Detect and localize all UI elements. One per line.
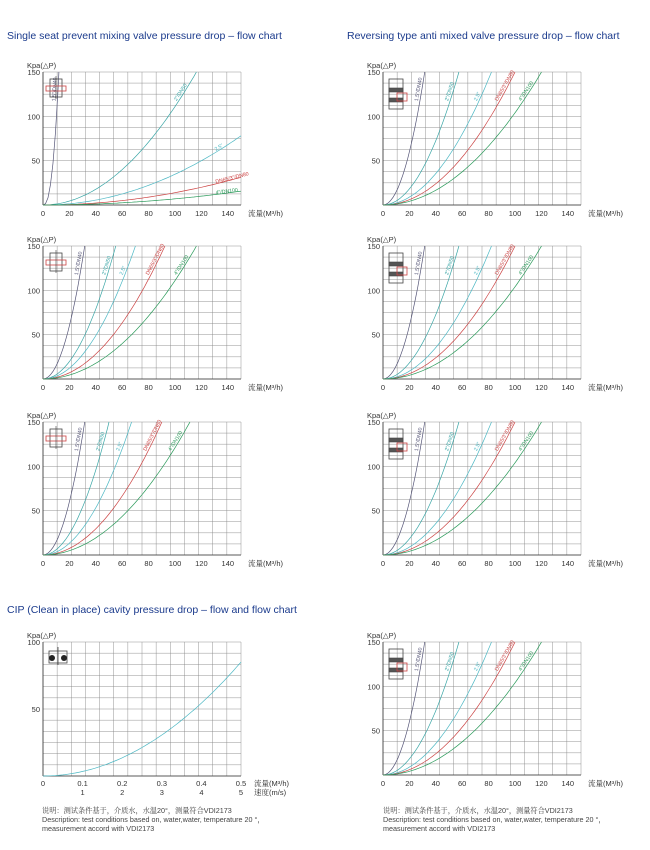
valve-cip-icon (49, 647, 67, 665)
chart-single-seat-1-xtick-20: 20 (65, 209, 74, 218)
chart-cip-xlabel2: 速度(m/s) (254, 788, 287, 797)
chart-single-seat-1 (0, 58, 300, 218)
chart-cip-xtick2-2: 3 (159, 788, 164, 797)
chart-reversing-1-series-label-1: 2"/DN50 (444, 81, 456, 102)
chart-reversing-3-xtick-100: 100 (508, 559, 522, 568)
chart-reversing-2-series-label-4: 4"/DN100 (517, 254, 536, 277)
chart-reversing-3-ytick-50: 50 (371, 506, 380, 516)
chart-reversing-2-xlabel: 流量(M³/h) (588, 383, 623, 392)
chart-single-seat-2-series-label-1: 2"/DN50 (101, 255, 113, 276)
chart-single-seat-1-xtick-80: 80 (144, 209, 153, 218)
chart-single-seat-2 (0, 232, 300, 392)
chart-single-seat-3-xlabel: 流量(M³/h) (248, 559, 283, 568)
chart-cip-ytick-50: 50 (31, 705, 40, 714)
chart-reversing-3-xtick-80: 80 (484, 559, 493, 568)
footnote-right (383, 806, 650, 833)
chart-single-seat-3-series-label-4: 4"/DN100 (167, 430, 185, 453)
chart-reversing-1-svg (340, 58, 640, 218)
chart-cip-xtick-1: 0.1 (77, 779, 88, 788)
chart-reversing-1-series-label-4: 4"/DN100 (517, 80, 536, 103)
chart-single-seat-1-xlabel: 流量(M³/h) (248, 209, 283, 218)
chart-single-seat-1-series-label-2: 2.5" (213, 142, 225, 153)
chart-single-seat-1-series-label-3: DN65/3"/DN80 (214, 171, 250, 186)
chart-single-seat-2-ytick-50: 50 (31, 330, 40, 340)
chart-reversing-1-xtick-120: 120 (535, 209, 548, 218)
valve-single-icon (46, 250, 66, 273)
chart-reversing-1-xlabel: 流量(M³/h) (588, 209, 623, 218)
chart-reversing-1-xtick-60: 60 (458, 209, 467, 218)
chart-reversing-2-svg (340, 232, 640, 392)
footnote-left-cn: 说明：测试条件基于，介质水，水温20°，测量符合VDI2173 (42, 806, 232, 815)
chart-reversing-3-series-label-0: 1.5"/DN40 (413, 427, 424, 452)
chart-single-seat-3-svg (0, 408, 300, 568)
chart-single-seat-1-ytick-100: 100 (27, 112, 40, 122)
chart-reversing-1-ylabel: Kpa(△P) (367, 61, 397, 70)
chart-reversing-4-series-label-4: 4"/DN100 (517, 650, 536, 673)
chart-reversing-1-ytick-50: 50 (371, 156, 380, 166)
chart-single-seat-2-series-label-0: 1.5"/DN40 (73, 251, 84, 276)
chart-single-seat-3-xtick-120: 120 (195, 559, 208, 568)
chart-single-seat-2-xtick-140: 140 (221, 383, 235, 392)
chart-single-seat-3-series-label-1: 2"/DN50 (95, 431, 107, 452)
chart-reversing-3-ytick-150: 150 (367, 418, 380, 427)
valve-single-icon (46, 76, 66, 102)
chart-reversing-2-xtick-20: 20 (405, 383, 414, 392)
chart-reversing-1 (340, 58, 640, 218)
chart-cip-xtick-0: 0 (40, 779, 46, 788)
valve-single-icon (46, 426, 66, 449)
chart-reversing-1-ytick-150: 150 (367, 68, 380, 77)
chart-cip-ytick-100: 100 (27, 638, 40, 647)
chart-single-seat-1-series-label-1: 2"/DN50 (173, 82, 189, 103)
chart-reversing-3-series-label-3: DN65/3"/DN80 (494, 419, 517, 453)
chart-reversing-3-xlabel: 流量(M³/h) (588, 559, 623, 568)
chart-cip-xtick2-1: 2 (120, 788, 125, 797)
chart-reversing-4-xtick-100: 100 (508, 779, 522, 788)
chart-single-seat-1-xtick-0: 0 (40, 209, 46, 218)
chart-single-seat-1-xtick-40: 40 (91, 209, 100, 218)
footnote-right-en-1: Description: test conditions based on, water,water, temperature 20 °， (383, 815, 606, 824)
chart-reversing-2-series-label-3: DN65/3"/DN80 (494, 243, 517, 277)
chart-single-seat-2-series-label-4: 4"/DN100 (173, 254, 191, 277)
chart-single-seat-3-ytick-150: 150 (27, 418, 40, 427)
chart-single-seat-3-series-label-2: 2.5" (115, 441, 125, 452)
chart-cip-svg (0, 628, 300, 808)
chart-reversing-4-series-label-1: 2"/DN50 (444, 651, 456, 672)
chart-single-seat-1-svg (0, 58, 300, 218)
chart-reversing-4-ytick-150: 150 (367, 638, 380, 647)
chart-single-seat-3-ylabel: Kpa(△P) (27, 411, 57, 420)
chart-reversing-3-xtick-20: 20 (405, 559, 414, 568)
single-seat-section-title: Single seat prevent mixing valve pressure drop – flow chart (7, 30, 282, 42)
footnote-right-cn: 说明：测试条件基于，介质水，水温20°，测量符合VDI2173 (383, 806, 573, 815)
chart-reversing-3-series-label-1: 2"/DN50 (444, 431, 456, 452)
chart-reversing-4-xtick-20: 20 (405, 779, 414, 788)
chart-reversing-3-xtick-60: 60 (458, 559, 467, 568)
chart-cip-xtick2-3: 4 (199, 788, 204, 797)
chart-single-seat-2-svg (0, 232, 300, 392)
chart-reversing-4-ytick-50: 50 (371, 726, 380, 736)
chart-reversing-3-xtick-0: 0 (380, 559, 386, 568)
chart-cip-xlabel: 流量(M³/h) (254, 779, 289, 788)
chart-single-seat-3 (0, 408, 300, 568)
chart-reversing-3-ytick-100: 100 (367, 462, 380, 472)
chart-single-seat-3-series-label-3: DN65/3"/DN80 (142, 419, 164, 453)
chart-reversing-4-svg (340, 628, 640, 788)
chart-reversing-1-xtick-140: 140 (561, 209, 575, 218)
footnote-right-en-2: measurement accord with VDI2173 (383, 824, 496, 833)
chart-reversing-2-series-label-0: 1.5"/DN40 (413, 251, 424, 276)
chart-reversing-4-xtick-0: 0 (380, 779, 386, 788)
chart-reversing-1-xtick-80: 80 (484, 209, 493, 218)
chart-single-seat-1-series-label-0: 1.5"/DN40 (51, 77, 59, 102)
chart-reversing-2-xtick-60: 60 (458, 383, 467, 392)
chart-reversing-4-series-label-3: DN65/3"/DN80 (494, 639, 517, 673)
chart-reversing-2-series-label-2: 2.5" (473, 265, 483, 277)
chart-cip-xtick-3: 0.3 (156, 779, 168, 788)
chart-single-seat-2-xtick-120: 120 (195, 383, 208, 392)
chart-reversing-4-xtick-40: 40 (431, 779, 440, 788)
chart-reversing-4-xtick-80: 80 (484, 779, 493, 788)
chart-reversing-1-series-label-3: DN65/3"/DN80 (494, 69, 517, 103)
reversing-section-title: Reversing type anti mixed valve pressure drop – flow chart (347, 30, 620, 42)
chart-single-seat-3-xtick-80: 80 (144, 559, 153, 568)
chart-single-seat-1-ytick-150: 150 (27, 68, 40, 77)
chart-reversing-4-xtick-120: 120 (535, 779, 548, 788)
chart-reversing-3 (340, 408, 640, 568)
chart-single-seat-1-xtick-100: 100 (168, 209, 182, 218)
chart-reversing-2-xtick-80: 80 (484, 383, 493, 392)
chart-reversing-4-xtick-140: 140 (561, 779, 575, 788)
chart-reversing-1-series-label-0: 1.5"/DN40 (413, 77, 424, 102)
chart-single-seat-2-xtick-60: 60 (118, 383, 127, 392)
chart-single-seat-2-series-label-3: DN65/3"/DN80 (145, 243, 167, 277)
chart-single-seat-3-ytick-100: 100 (27, 462, 40, 472)
chart-cip-xtick2-0: 1 (80, 788, 85, 797)
chart-cip-xtick-4: 0.4 (196, 779, 207, 788)
chart-reversing-2-ylabel: Kpa(△P) (367, 235, 397, 244)
chart-reversing-3-xtick-120: 120 (535, 559, 548, 568)
chart-reversing-3-xtick-40: 40 (431, 559, 440, 568)
cip-section-title: CIP (Clean in place) cavity pressure drop – flow and flow chart (7, 604, 297, 616)
chart-reversing-4-series-label-2: 2.5" (473, 661, 483, 673)
chart-single-seat-3-ytick-50: 50 (31, 506, 40, 516)
chart-reversing-2-ytick-100: 100 (367, 286, 380, 296)
chart-single-seat-2-xtick-40: 40 (91, 383, 100, 392)
chart-single-seat-3-xtick-100: 100 (168, 559, 182, 568)
chart-single-seat-1-ytick-50: 50 (31, 156, 40, 166)
chart-single-seat-3-xtick-20: 20 (65, 559, 74, 568)
chart-cip (0, 628, 300, 808)
footnote-left-en-2: measurement accord with VDI2173 (42, 824, 155, 833)
chart-reversing-2-ytick-50: 50 (371, 330, 380, 340)
chart-reversing-2-ytick-150: 150 (367, 242, 380, 251)
chart-single-seat-1-ylabel: Kpa(△P) (27, 61, 57, 70)
chart-reversing-1-xtick-20: 20 (405, 209, 414, 218)
chart-reversing-1-series-label-2: 2.5" (473, 91, 483, 103)
chart-single-seat-2-ylabel: Kpa(△P) (27, 235, 57, 244)
chart-reversing-2-xtick-0: 0 (380, 383, 386, 392)
chart-single-seat-1-xtick-60: 60 (118, 209, 127, 218)
chart-reversing-2-series-label-1: 2"/DN50 (444, 255, 456, 276)
chart-single-seat-2-xtick-20: 20 (65, 383, 74, 392)
chart-reversing-4 (340, 628, 640, 788)
chart-reversing-1-xtick-100: 100 (508, 209, 522, 218)
chart-single-seat-2-ytick-100: 100 (27, 286, 40, 296)
chart-reversing-4-xlabel: 流量(M³/h) (588, 779, 623, 788)
chart-single-seat-1-xtick-140: 140 (221, 209, 235, 218)
chart-single-seat-3-xtick-40: 40 (91, 559, 100, 568)
chart-single-seat-3-series-label-0: 1.5"/DN40 (73, 427, 84, 452)
chart-single-seat-2-xtick-80: 80 (144, 383, 153, 392)
chart-reversing-1-xtick-0: 0 (380, 209, 386, 218)
chart-reversing-4-ytick-100: 100 (367, 682, 380, 692)
footnote-left-en-1: Description: test conditions based on, water,water, temperature 20 °， (42, 815, 265, 824)
chart-single-seat-2-series-label-2: 2.5" (118, 265, 128, 276)
chart-reversing-4-series-label-0: 1.5"/DN40 (413, 647, 424, 672)
chart-reversing-1-xtick-40: 40 (431, 209, 440, 218)
chart-reversing-4-ylabel: Kpa(△P) (367, 631, 397, 640)
chart-reversing-3-series-label-4: 4"/DN100 (517, 430, 536, 453)
chart-reversing-3-svg (340, 408, 640, 568)
chart-reversing-2-xtick-40: 40 (431, 383, 440, 392)
chart-single-seat-2-ytick-150: 150 (27, 242, 40, 251)
chart-single-seat-1-xtick-120: 120 (195, 209, 208, 218)
chart-cip-xtick-2: 0.2 (116, 779, 128, 788)
chart-reversing-1-ytick-100: 100 (367, 112, 380, 122)
chart-single-seat-3-xtick-140: 140 (221, 559, 235, 568)
chart-single-seat-2-xtick-0: 0 (40, 383, 46, 392)
chart-single-seat-2-xlabel: 流量(M³/h) (248, 383, 283, 392)
footnote-left (42, 806, 342, 833)
chart-reversing-2-xtick-140: 140 (561, 383, 575, 392)
chart-reversing-3-xtick-140: 140 (561, 559, 575, 568)
chart-reversing-2-xtick-120: 120 (535, 383, 548, 392)
chart-cip-grid (43, 642, 241, 776)
chart-reversing-3-ylabel: Kpa(△P) (367, 411, 397, 420)
chart-reversing-3-series-label-2: 2.5" (473, 441, 483, 453)
chart-single-seat-3-xtick-0: 0 (40, 559, 46, 568)
chart-reversing-2 (340, 232, 640, 392)
chart-cip-xtick-5: 0.5 (235, 779, 247, 788)
chart-single-seat-1-series-label-4: 4"/DN100 (215, 187, 239, 197)
chart-cip-ylabel: Kpa(△P) (27, 631, 57, 640)
chart-single-seat-2-xtick-100: 100 (168, 383, 182, 392)
chart-reversing-4-xtick-60: 60 (458, 779, 467, 788)
chart-single-seat-3-xtick-60: 60 (118, 559, 127, 568)
chart-reversing-2-xtick-100: 100 (508, 383, 522, 392)
chart-cip-xtick2-4: 5 (238, 788, 244, 797)
